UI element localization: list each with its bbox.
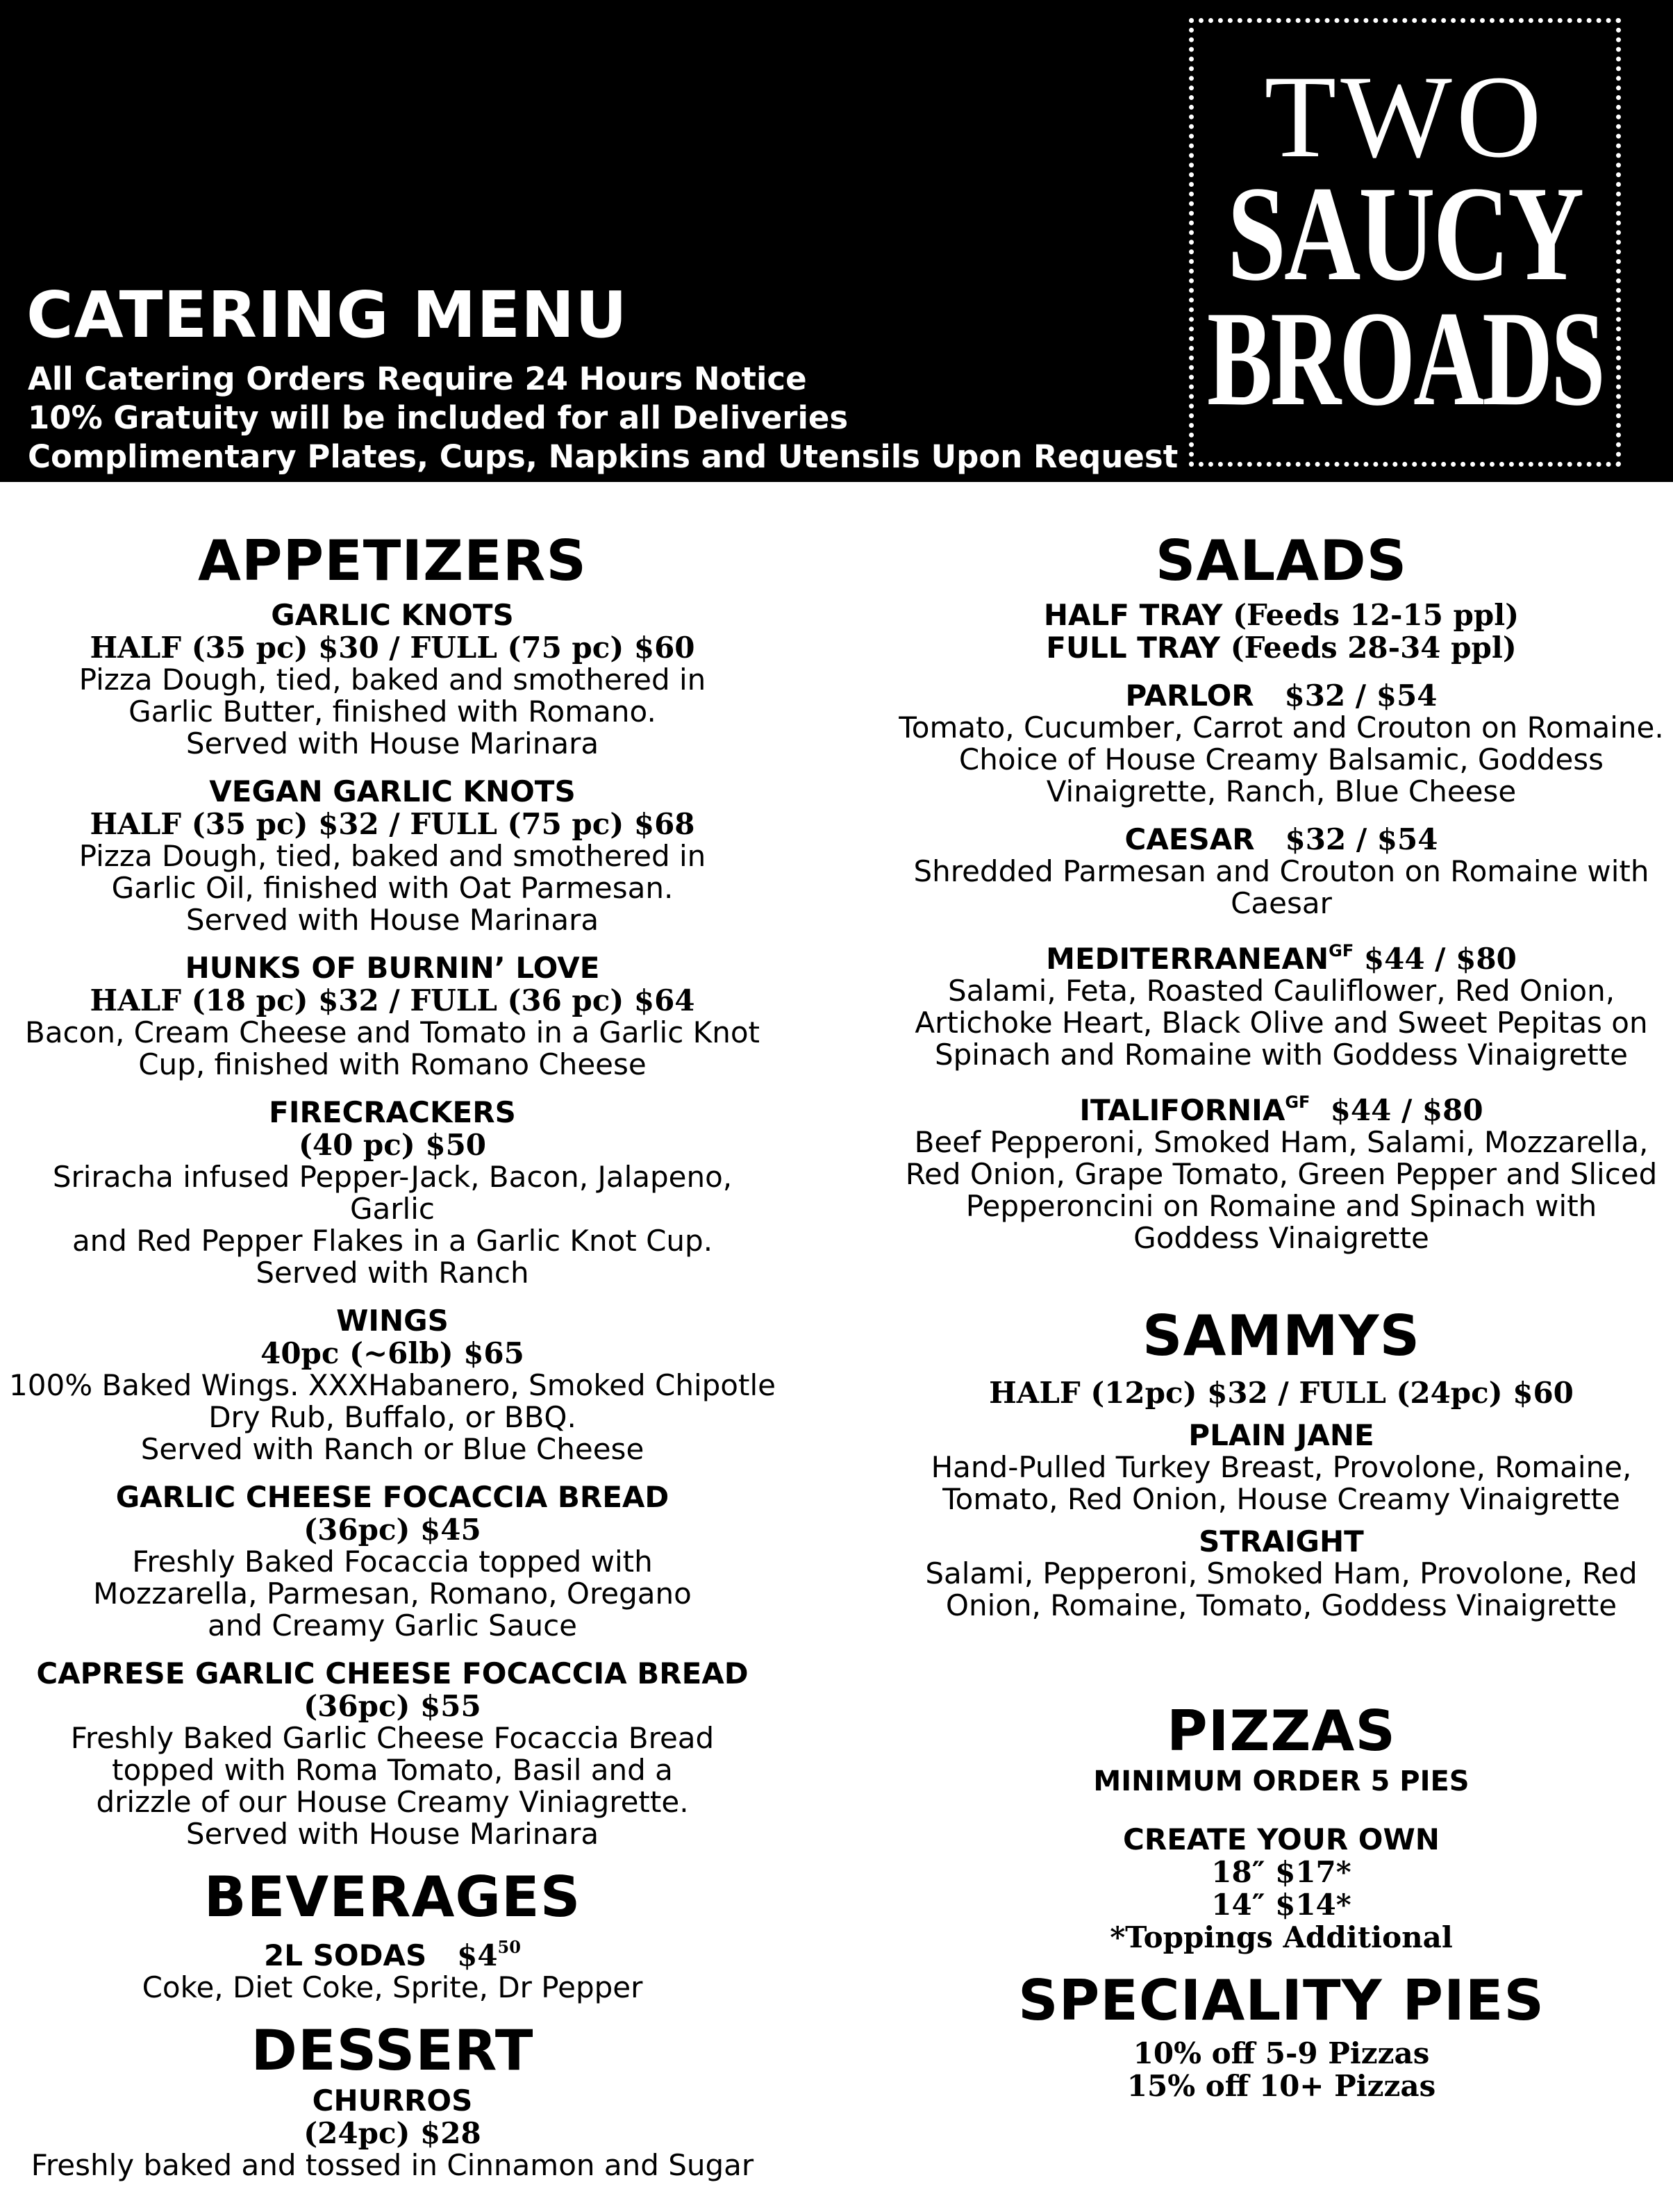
item-name-with-price <box>896 679 1667 712</box>
item-desc-line: Freshly Baked Garlic Cheese Focaccia Bread <box>70 1721 715 1755</box>
item-price: HALF (18 pc) $32 / FULL (36 pc) $64 <box>90 983 695 1017</box>
menu-item <box>7 2084 778 2181</box>
item-desc-line: Spinach and Romaine with Goddess Vinaigrette <box>935 1038 1628 1072</box>
item-desc-line: Served with Ranch <box>256 1256 529 1290</box>
item-name: WINGS <box>336 1304 449 1338</box>
item-desc-line: Red Onion, Grape Tomato, Green Pepper and Sliced <box>905 1157 1658 1191</box>
item-desc-line: Choice of House Creamy Balsamic, Goddess <box>958 742 1604 776</box>
item-desc-line: Garlic Butter, finished with Romano. <box>128 695 656 729</box>
item-name: HUNKS OF BURNIN’ LOVE <box>185 951 600 985</box>
item-desc-line: Caesar <box>1231 886 1332 920</box>
menu-item <box>896 935 1667 1071</box>
item-name: FIRECRACKERS <box>269 1095 516 1129</box>
section-title-pizzas: PIZZAS <box>1167 1699 1396 1763</box>
item-desc-line: Salami, Pepperoni, Smoked Ham, Provolone, Red <box>925 1556 1638 1590</box>
item-name: 2L SODAS <box>264 1938 427 1972</box>
item-name: CREATE YOUR OWN <box>1123 1822 1440 1856</box>
item-price: $44 / $80 <box>1363 942 1517 976</box>
item-desc-line: Tomato, Red Onion, House Creamy Vinaigrette <box>942 1482 1620 1516</box>
section-title-sammys: SAMMYS <box>1142 1304 1421 1368</box>
item-price: (40 pc) $50 <box>298 1128 487 1162</box>
item-desc-line: and Creamy Garlic Sauce <box>207 1608 577 1643</box>
menu-item <box>896 1086 1667 1254</box>
menu-item <box>7 1304 778 1465</box>
minimum-order-note: MINIMUM ORDER 5 PIES <box>1093 1765 1470 1797</box>
item-price: HALF (35 pc) $32 / FULL (75 pc) $68 <box>90 807 695 841</box>
item-desc-line: Served with House Marinara <box>185 726 599 760</box>
menu-item <box>7 1931 778 2004</box>
menu-item <box>7 1096 778 1289</box>
item-desc-line: Beef Pepperoni, Smoked Ham, Salami, Mozzarella, <box>914 1125 1649 1159</box>
item-name-with-price <box>7 1931 778 1972</box>
item-name: ITALIFORNIA <box>1079 1093 1285 1127</box>
right-column <box>896 528 1667 2102</box>
logo-text-line: SAUCY <box>1227 158 1583 309</box>
item-desc-line: Tomato, Cucumber, Carrot and Crouton on Romaine. <box>899 710 1664 745</box>
item-desc-line: Salami, Feta, Roasted Cauliflower, Red Onion, <box>947 974 1615 1008</box>
item-price: (24pc) $28 <box>303 2116 481 2150</box>
item-desc-line: Shredded Parmesan and Crouton on Romaine with <box>913 854 1649 888</box>
menu-item <box>896 1525 1667 1622</box>
item-name-with-price <box>896 1086 1667 1126</box>
item-desc-line: Pizza Dough, tied, baked and smothered in <box>78 839 706 873</box>
item-desc-line: Mozzarella, Parmesan, Romano, Oregano <box>93 1577 692 1611</box>
tray-sizes <box>896 599 1667 664</box>
item-name: PLAIN JANE <box>1188 1418 1374 1452</box>
item-desc-line: 100% Baked Wings. XXXHabanero, Smoked Chipotle <box>9 1368 776 1402</box>
notice-line: Complimentary Plates, Cups, Napkins and Utensils Upon Request <box>28 438 1179 475</box>
item-name: GARLIC KNOTS <box>271 598 514 632</box>
item-price: $4 <box>457 1938 498 1972</box>
item-desc-line: Cup, finished with Romano Cheese <box>138 1047 647 1081</box>
tray-label: HALF TRAY <box>1043 598 1223 632</box>
item-desc-line: Pepperoncini on Romaine and Spinach with <box>965 1189 1597 1223</box>
section-title-appetizers: APPETIZERS <box>197 529 588 593</box>
item-name: VEGAN GARLIC KNOTS <box>209 774 576 808</box>
discount-list <box>896 2037 1667 2102</box>
tray-feeds: (Feeds 28-34 ppl) <box>1230 631 1517 665</box>
gluten-free-badge: GF <box>1329 941 1354 961</box>
item-name: MEDITERRANEAN <box>1046 942 1329 976</box>
item-desc-line: Garlic Oil, finished with Oat Parmesan. <box>111 871 674 905</box>
item-price-cents: 50 <box>497 1937 521 1957</box>
tray-label: FULL TRAY <box>1046 631 1221 665</box>
item-desc-line: Hand-Pulled Turkey Breast, Provolone, Romaine, <box>931 1450 1632 1484</box>
logo-text-line: BROADS <box>1206 283 1604 435</box>
menu-item <box>896 1823 1667 1954</box>
item-price: HALF (12pc) $32 / FULL (24pc) $60 <box>989 1376 1574 1410</box>
left-column <box>7 528 778 2181</box>
gluten-free-badge: GF <box>1285 1092 1310 1112</box>
item-name: CHURROS <box>312 2084 473 2118</box>
tray-full <box>896 631 1667 664</box>
item-name-with-price <box>896 823 1667 856</box>
item-desc-line: Freshly baked and tossed in Cinnamon and Sugar <box>31 2148 754 2182</box>
item-desc-line: drizzle of our House Creamy Viniagrette. <box>96 1785 689 1819</box>
tray-half <box>896 599 1667 631</box>
brand-logo <box>1189 18 1621 467</box>
menu-item <box>7 775 778 936</box>
item-desc-line: Served with House Marinara <box>185 1817 599 1851</box>
discount-line: 15% off 10+ Pizzas <box>1126 2069 1436 2103</box>
notice-line: 10% Gratuity will be included for all Deliveries <box>28 399 849 436</box>
item-desc-line: Artichoke Heart, Black Olive and Sweet Pepitas on <box>915 1006 1648 1040</box>
section-title-dessert: DESSERT <box>251 2018 534 2083</box>
item-price: (36pc) $45 <box>303 1513 481 1547</box>
item-desc-line: Coke, Diet Coke, Sprite, Dr Pepper <box>142 1970 643 2004</box>
item-name: GARLIC CHEESE FOCACCIA BREAD <box>115 1480 669 1514</box>
menu-item <box>7 1481 778 1642</box>
header-banner <box>0 0 1673 482</box>
notices <box>28 360 1178 476</box>
item-desc-line: Dry Rub, Buffalo, or BBQ. <box>208 1400 576 1434</box>
item-price: 40pc (~6lb) $65 <box>260 1336 524 1370</box>
item-desc-line: topped with Roma Tomato, Basil and a <box>112 1753 673 1787</box>
section-title-beverages: BEVERAGES <box>203 1865 581 1929</box>
menu-item <box>7 1657 778 1850</box>
item-desc-line: Goddess Vinaigrette <box>1133 1221 1429 1255</box>
toppings-note: *Toppings Additional <box>1110 1920 1453 1954</box>
menu-item <box>896 679 1667 808</box>
item-name-with-price <box>896 935 1667 975</box>
item-desc-line: Sriracha infused Pepper-Jack, Bacon, Jalapeno, Garlic <box>52 1160 733 1226</box>
menu-item <box>896 823 1667 920</box>
menu-item <box>7 599 778 760</box>
item-name: CAPRESE GARLIC CHEESE FOCACCIA BREAD <box>36 1656 749 1690</box>
item-desc-line: Vinaigrette, Ranch, Blue Cheese <box>1046 774 1517 808</box>
item-desc-line: Served with House Marinara <box>185 903 599 937</box>
item-desc-line: and Red Pepper Flakes in a Garlic Knot Cup. <box>72 1224 713 1258</box>
item-desc-line: Freshly Baked Focaccia topped with <box>132 1545 653 1579</box>
item-price: $32 / $54 <box>1285 822 1438 856</box>
notice-line: All Catering Orders Require 24 Hours Notice <box>28 360 807 397</box>
item-price: (36pc) $55 <box>303 1689 481 1723</box>
pizza-size-price: 14″ $14* <box>1211 1888 1351 1922</box>
item-desc-line: Bacon, Cream Cheese and Tomato in a Garlic Knot <box>25 1015 760 1049</box>
item-name: CAESAR <box>1124 822 1255 856</box>
section-title-speciality-pies: SPECIALITY PIES <box>1017 1968 1545 2033</box>
tray-feeds: (Feeds 12-15 ppl) <box>1233 598 1520 632</box>
menu-item <box>7 951 778 1081</box>
item-desc-line: Served with Ranch or Blue Cheese <box>140 1432 644 1466</box>
item-price: $44 / $80 <box>1330 1093 1483 1127</box>
pizza-size-price: 18″ $17* <box>1211 1855 1351 1889</box>
item-desc-line: Onion, Romaine, Tomato, Goddess Vinaigrette <box>945 1588 1617 1622</box>
page-title: CATERING MENU <box>26 278 628 352</box>
item-name: PARLOR <box>1125 679 1254 713</box>
sammys-pricing <box>896 1377 1667 1409</box>
item-price: $32 / $54 <box>1284 679 1438 713</box>
menu-item <box>896 1419 1667 1515</box>
item-desc-line: Pizza Dough, tied, baked and smothered in <box>78 663 706 697</box>
section-title-salads: SALADS <box>1155 529 1408 593</box>
discount-line: 10% off 5-9 Pizzas <box>1133 2036 1430 2070</box>
item-price: HALF (35 pc) $30 / FULL (75 pc) $60 <box>90 631 695 665</box>
logo-text-line: TWO <box>1264 51 1546 183</box>
item-name: STRAIGHT <box>1199 1524 1364 1558</box>
